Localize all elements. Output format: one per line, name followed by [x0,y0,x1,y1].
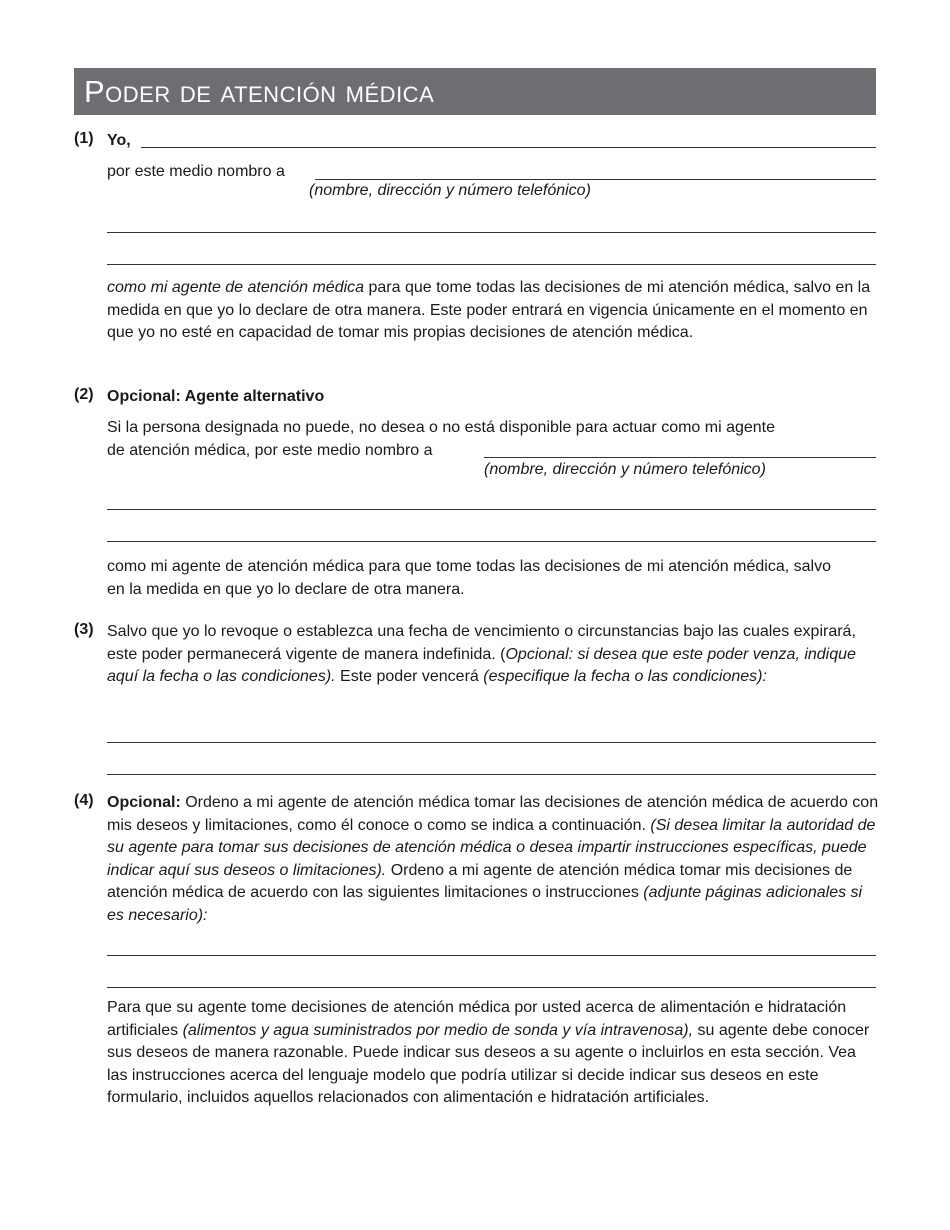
section-1-paragraph: como mi agente de atención médica para que tome todas las decisiones de mi atención médica, salvo en la medida en que yo lo declare de otra manera. Este poder entrará en vigencia únicamente en el momento en que yo no esté en capacidad de tomar mis propias decisiones de atención médica. [107,279,871,341]
section-2-number: (2) [74,386,94,403]
section-3-number: (3) [74,621,94,638]
yo-label: Yo, [107,132,131,149]
expiration-line-1[interactable] [107,742,876,743]
section-4-paragraph: Opcional: Ordeno a mi agente de atención médica tomar las decisiones de atención médica de acuerdo con mis deseos y limitaciones, como él conoce o como se indica a continuación. (Si desea limitar la autoridad de su agente para tomar sus decisiones de atención médica o desea impartir instrucciones específicas, puede indicar aquí sus deseos o limitaciones). Ordeno a mi agente de atención médica tomar mis decisiones de atención médica de acuerdo con las siguientes limitaciones o instrucciones (adjunte páginas adicionales si es necesario): [107,794,879,924]
alternate-agent-address-line-2[interactable] [107,541,876,542]
agent-address-line-2[interactable] [107,264,876,265]
alternate-agent-address-line-1[interactable] [107,509,876,510]
section-1-number: (1) [74,130,94,147]
section-2-intro-2: de atención médica, por este medio nombro a [107,442,433,459]
closing-paragraph: Para que su agente tome decisiones de atención médica por usted acerca de alimentación e hidratación artificiales (alimentos y agua suministrados por medio de sonda y vía intravenosa), su agente debe conocer sus deseos de manera razonable. Puede indicar sus deseos a su agente o incluirlos en esta sección. Vea las instrucciones acerca del lenguaje modelo que podría utilizar si decide indicar sus deseos en este formulario, incluidos aquellos relacionados con alimentación e hidratación artificiales. [107,999,870,1106]
section-2-paragraph: como mi agente de atención médica para que tome todas las decisiones de mi atención médica, salvo en la medida en que yo lo declare de otra manera. [107,558,831,598]
section-2-intro-1: Si la persona designada no puede, no desea o no está disponible para actuar como mi agente [107,419,776,436]
agent-name-field[interactable] [315,179,876,180]
expiration-line-2[interactable] [107,774,876,775]
section-4-number: (4) [74,792,94,809]
instructions-line-1[interactable] [107,955,876,956]
instructions-line-2[interactable] [107,987,876,988]
principal-name-field[interactable] [141,147,876,148]
section-3-paragraph: Salvo que yo lo revoque o establezca una fecha de vencimiento o circunstancias bajo las cuales expirará, este poder permanecerá vigente de manera indefinida. (Opcional: si desea que este poder venza, indique aquí la fecha o las condiciones). Este poder vencerá (especifique la fecha o las condiciones): [107,623,856,685]
page-title: Poder de atención médica [74,68,876,115]
agent-nombro-label: por este medio nombro a [107,163,285,180]
alternate-agent-name-field[interactable] [484,457,876,458]
section-2-heading: Opcional: Agente alternativo [107,388,325,405]
agent-caption: (nombre, dirección y número telefónico) [309,182,591,199]
agent-address-line-1[interactable] [107,232,876,233]
alternate-agent-caption: (nombre, dirección y número telefónico) [484,461,766,478]
